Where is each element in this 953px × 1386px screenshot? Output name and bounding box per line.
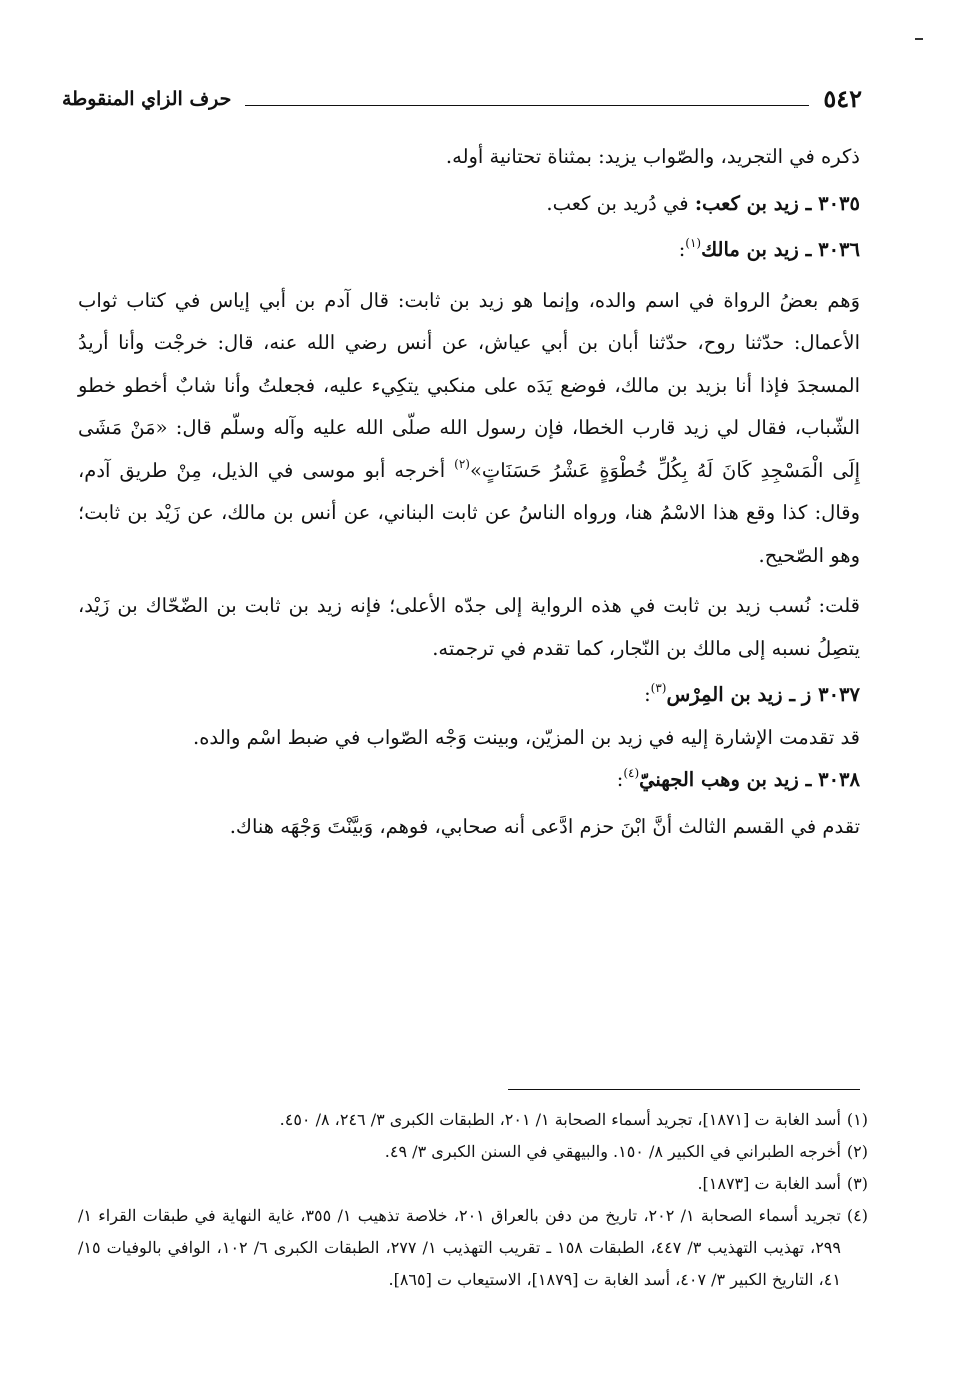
footnote-number: (٤) <box>846 1206 868 1225</box>
page-header <box>62 78 862 114</box>
footnote-number: (٢) <box>846 1142 868 1161</box>
footnote-1 <box>78 1104 868 1136</box>
paragraph-qult: قلت: نُسب زيد بن ثابت في هذه الرواية إلى جدّه الأعلى؛ فإنه زيد بن ثابت بن الضّحّاك بن زَيْد، يتصِلُ نسبه إلى مالك بن النّجار، كما تقدم في ترجمته. <box>78 594 860 660</box>
entry-heading: ٣٠٣٨ ـ زيد بن وهب الجهنيّ <box>639 768 860 791</box>
footnote-ref[interactable]: (٢) <box>454 456 470 471</box>
entry-3035 <box>78 183 860 226</box>
main-text <box>78 136 860 848</box>
entry-colon: : <box>616 768 624 791</box>
footnote-2 <box>78 1136 868 1168</box>
hadith-quote: «مَنْ مَشَى إِلَى الْمَسْجِدِ كَانَ لَهُ بِكُلِّ خُطْوَةٍ عَشْرُ حَسَنَاتٍ» <box>78 416 861 482</box>
footnote-number: (١) <box>846 1110 868 1129</box>
paragraph-3038: تقدم في القسم الثالث أنَّ ابْنَ حزم ادَّعى أنه صحابي، فوهم، وَبيَّنْتَ وَجْهَه هناك. <box>229 814 860 838</box>
footnote-3 <box>78 1168 868 1200</box>
entry-heading: ٣٠٣٧ ز ـ زيد بن المِرْس <box>666 683 860 706</box>
entry-3038 <box>78 759 860 802</box>
footnotes <box>78 1104 868 1296</box>
footnote-4 <box>78 1200 868 1296</box>
scan-mark <box>915 38 923 40</box>
footnote-text: أخرجه الطبراني في الكبير ٨/ ١٥٠. والبيهقي في السنن الكبرى ٣/ ٤٩. <box>384 1142 841 1161</box>
running-title: حرف الزاي المنقوطة <box>62 88 232 110</box>
footnote-ref[interactable]: (١) <box>685 236 702 250</box>
entry-colon: : <box>644 683 651 706</box>
footnote-ref[interactable]: (٤) <box>623 766 640 780</box>
page-number: ٥٤٢ <box>823 84 862 113</box>
entry-heading: ٣٠٣٦ ـ زيد بن مالك <box>701 238 860 261</box>
footnote-ref[interactable]: (٣) <box>650 681 667 695</box>
entry-3036 <box>78 229 860 272</box>
footnote-text: تجريد أسماء الصحابة ١/ ٢٠٢، تاريخ من دفن بالعراق ٢٠١، خلاصة تذهيب ١/ ٣٥٥، غاية النهاية في طبقات القراء ١/ ٢٩٩، تهذيب التهذيب ٣/ ٤٤٧، الطبقات ١٥٨ ـ تقريب التهذيب ١/ ٢٧٧، الطبقات الكبرى ٦/ ١٠٢، الوافي بالوفيات ١٥/ ٤١، التاريخ الكبير ٣/ ٤٠٧، أسد الغابة ت [١٨٧٩]، الاستيعاب ت [٨٦٥]. <box>78 1206 841 1289</box>
entry-heading: ٣٠٣٥ ـ زيد بن كعب: <box>694 191 860 215</box>
footnote-text: أسد الغابة ت [١٨٧٣]. <box>697 1174 841 1193</box>
paragraph-text: أخرجه أبو موسى في الذيل، مِنْ طريق آدم، وقال: كذا وقع هذا الاسْمُ هنا، ورواه الناسُ عن ثابت البناني، عن أنس بن مالك، عن زَيْد بن ثابت؛ وهو الصّحيح. <box>78 458 860 567</box>
entry-colon: : <box>678 238 686 261</box>
footnote-separator <box>508 1089 860 1090</box>
paragraph-3036 <box>78 280 860 578</box>
footnote-number: (٣) <box>846 1174 868 1193</box>
entry-text: في دُريد بن كعب. <box>546 191 689 215</box>
paragraph-text: وَهم بعضُ الرواة في اسم والده، وإنما هو زيد بن ثابت: قال آدم بن أبي إياس في كتاب ثواب الأعمال: حدّثنا روح، حدّثنا أبان بن أبي عياش، عن أنس رضي الله عنه، قال: خرجْت وأنا أريدُ المسجدَ فإذا أنا بزيد بن مالك، فوضع يَدَه على منكبي يتكِيء عليه، فجعلتُ وأنا شابٌ أخطو خطو الشّباب، فقال لي زيد قارب الخطا، فإن رسول الله صلّى الله عليه وآله وسلّم قال: <box>78 288 860 439</box>
entry-3037 <box>78 674 860 717</box>
paragraph-continuation: ذكره في التجريد، والصّواب يزيد: بمثناة تحتانية أوله. <box>445 145 860 168</box>
footnote-text: أسد الغابة ت [١٨٧١]، تجريد أسماء الصحابة ١/ ٢٠١، الطبقات الكبرى ٣/ ٢٤٦، ٨/ ٤٥٠. <box>279 1110 841 1129</box>
header-rule <box>245 105 809 106</box>
paragraph-3037: قد تقدمت الإشارة إليه في زيد بن المزيّن، وبينت وَجْه الصّواب في ضبط اسْم والده. <box>193 725 860 749</box>
